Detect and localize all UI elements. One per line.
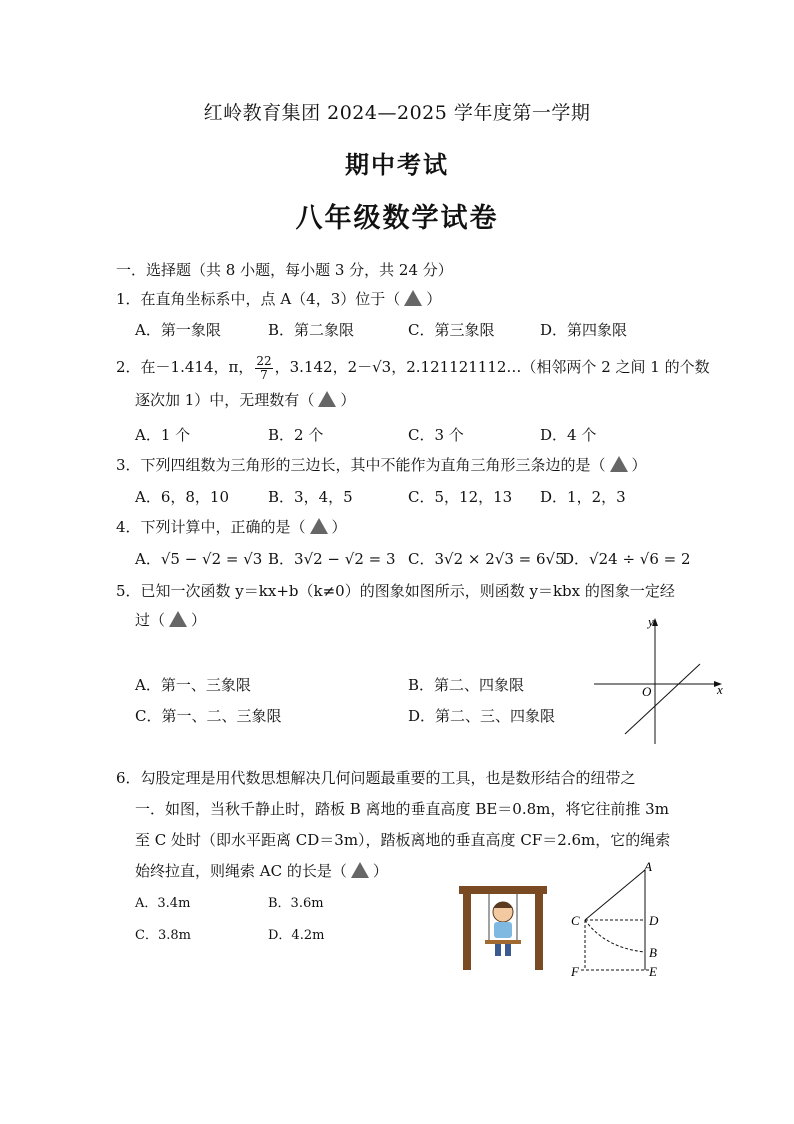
label-B: B [649,945,657,960]
label-E: E [649,964,657,979]
question-1-text: 1．在直角坐标系中，点 A（4，3）位于（ [116,290,401,308]
school-term-title: 红岭教育集团 2024—2025 学年度第一学期 [203,102,591,124]
paper-title: 八年级数学试卷 [295,203,499,234]
swing-top-beam [459,886,547,894]
q3-option-b: B．3，4，5 [268,488,353,506]
exam-title: 期中考试 [345,150,449,179]
function-line [625,664,700,734]
q4-option-d: D．√24 ÷ √6 = 2 [562,550,691,568]
swing-geometry-figure [565,858,675,982]
q5-option-a: A．第一、三象限 [135,676,251,694]
question-6-line-4: 始终拉直，则绳索 AC 的长是（ ） [135,862,388,880]
q1-option-b: B．第二象限 [268,321,355,339]
question-2-line-1: 2．在－1.414，π， $\frac{22}{7}$ ，3.142，2－√3，2.121121112…（相邻两个 2 之间 1 的个数 [116,353,710,382]
q5-option-d: D．第二、三、四象限 [408,707,556,725]
answer-triangle-icon [318,391,336,407]
label-D: D [649,913,659,928]
line-AC [585,870,645,920]
q4-option-c: C．3√2 × 2√3 = 6√5 [408,550,565,568]
origin-label: O [642,684,652,699]
fraction-22-7: $\frac{22}{7}$ [256,353,272,382]
x-axis-label: x [717,682,723,697]
answer-triangle-icon [310,518,328,534]
q6-option-a: A．3.4m [135,896,191,911]
q5-option-c: C．第一、二、三象限 [135,707,282,725]
question-3: 3．下列四组数为三角形的三边长，其中不能作为直角三角形三条边的是（ ） [116,456,647,474]
question-6-line-2: 一．如图，当秋千静止时，踏板 B 离地的垂直高度 BE＝0.8m，将它往前推 3m [135,800,669,818]
q4-option-a: A．√5 − √2 = √3 [135,550,263,568]
linear-function-graph [590,612,730,748]
q2-option-c: C．3 个 [408,426,464,444]
q3-option-c: C．5，12，13 [408,488,513,506]
answer-triangle-icon [404,290,422,306]
question-6-line-3: 至 C 处时（即水平距离 CD＝3m），踏板离地的垂直高度 CF＝2.6m，它的绳索 [135,831,671,849]
q3-option-a: A．6，8，10 [135,488,230,506]
q4-option-b: B．3√2 − √2 = 3 [268,550,396,568]
q3-option-d: D．1，2，3 [540,488,626,506]
question-1: 1．在直角坐标系中，点 A（4，3）位于（ ） [116,290,442,308]
q6-option-d: D．4.2m [268,928,325,943]
swing-seat [485,940,521,944]
y-axis-label: y [648,614,654,629]
q1-option-a: A．第一象限 [135,321,221,339]
q2-option-b: B．2 个 [268,426,324,444]
answer-triangle-icon [610,456,628,472]
question-6-line-1: 6．勾股定理是用代数思想解决几何问题最重要的工具，也是数形结合的纽带之 [116,769,636,787]
arc-CB [585,920,645,952]
label-C: C [571,913,580,928]
swing-right-post [535,892,543,970]
q1-option-d: D．第四象限 [540,321,628,339]
q2-option-d: D．4 个 [540,426,597,444]
child-body [494,922,512,938]
question-5-line-2: 过（ ） [135,611,207,629]
section-heading: 一．选择题（共 8 小题，每小题 3 分，共 24 分） [116,261,453,279]
q1-option-c: C．第三象限 [408,321,495,339]
label-F: F [571,964,579,979]
question-4: 4．下列计算中，正确的是（ ） [116,518,347,536]
q6-option-b: B．3.6m [268,896,324,911]
q2-option-a: A．1 个 [135,426,191,444]
answer-triangle-icon [169,611,187,627]
q5-option-b: B．第二、四象限 [408,676,525,694]
question-2-line-2: 逐次加 1）中，无理数有（ ） [135,391,356,409]
swing-left-post [463,892,471,970]
question-5-line-1: 5．已知一次函数 y＝kx+b（k≠0）的图象如图所示，则函数 y＝kbx 的图象一定经 [116,582,675,600]
swing-illustration [455,882,551,972]
q6-option-c: C．3.8m [135,928,191,943]
label-A: A [644,859,652,874]
answer-triangle-icon [351,862,369,878]
